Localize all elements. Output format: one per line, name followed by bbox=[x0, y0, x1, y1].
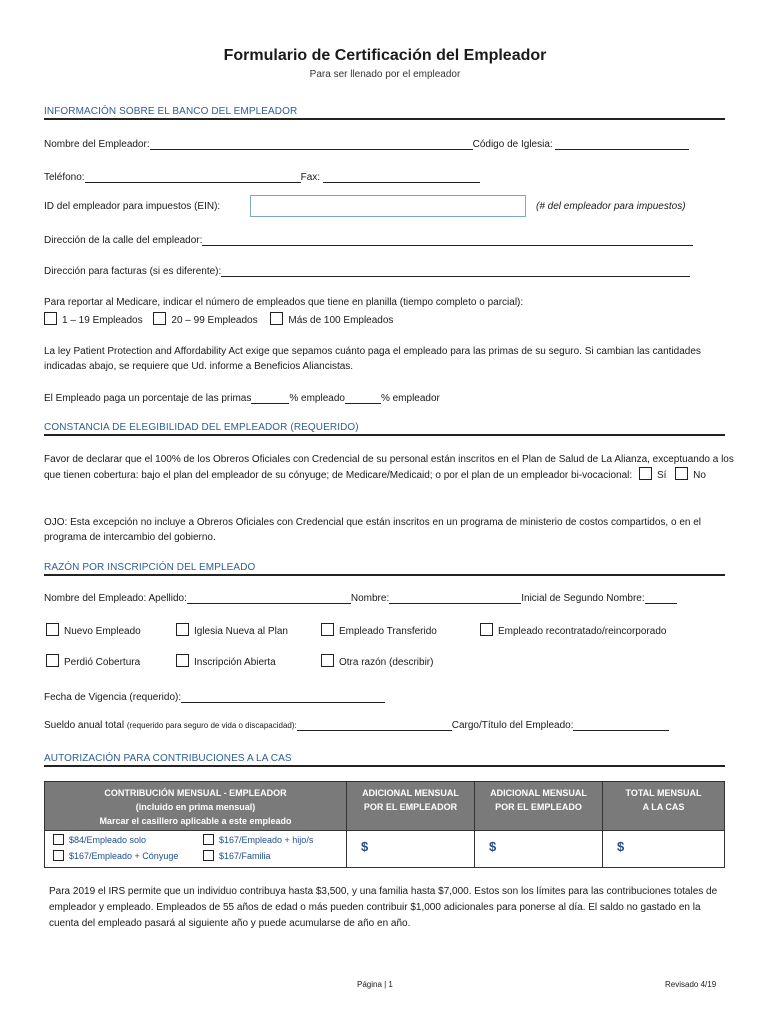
size-option-3: Más de 100 Empleados bbox=[288, 315, 394, 326]
form-subtitle: Para ser llenado por el empleador bbox=[309, 69, 461, 80]
employer-name-label: Nombre del Empleador: bbox=[44, 139, 150, 150]
options-row-1 bbox=[53, 834, 346, 850]
eligibility-no-label: No bbox=[693, 470, 706, 481]
ein-note: (# del empleador para impuestos) bbox=[536, 201, 686, 212]
size-checkbox-3[interactable] bbox=[270, 312, 283, 325]
eligibility-statement: Favor de declarar que el 100% de los Obreros Oficiales con Credencial de su personal están inscritos en el Plan de Salud de La Alianza, exceptuando a los que tienen cobertura: bajo el plan del empleador de su cónyuge; de Medicare/Medicaid; o por el plan de un empleador bi-vocacional: bbox=[44, 454, 734, 481]
total-amount[interactable]: $ bbox=[603, 831, 725, 868]
header-line: POR EL EMPLEADO bbox=[495, 802, 582, 812]
header-line: (incluido en prima mensual) bbox=[135, 802, 256, 812]
section-rule bbox=[44, 118, 725, 120]
salary-note: (requerido para seguro de vida o discapacidad): bbox=[126, 721, 297, 730]
reason-option-new-employee[interactable] bbox=[46, 623, 141, 637]
irs-limits-text: Para 2019 el IRS permite que un individuo contribuya hasta $3,500, y una familia hasta $7,000. Estos son los límites para las contribuciones totales de empleador y empleado. Empleados de 55 años de edad o más pueden contribuir $1,000 adicionales para ponerse al día. El saldo no gastado en la cuenta del empleado pasará al siguiente año y puede acumularse de año en año. bbox=[49, 886, 718, 929]
eligibility-no-checkbox[interactable] bbox=[675, 467, 688, 480]
church-code-label: Código de Iglesia: bbox=[472, 139, 553, 150]
fax-field[interactable] bbox=[323, 171, 480, 183]
option-checkbox[interactable] bbox=[53, 834, 64, 845]
revision-date: Revisado 4/19 bbox=[665, 980, 717, 989]
employee-name-row bbox=[44, 592, 677, 604]
header-line: TOTAL MENSUAL bbox=[625, 788, 702, 798]
reason-label: Iglesia Nueva al Plan bbox=[194, 626, 288, 637]
reason-option-transferred[interactable] bbox=[321, 623, 437, 637]
salary-row bbox=[44, 719, 669, 731]
reason-checkbox[interactable] bbox=[321, 654, 334, 667]
effective-date-label: Fecha de Vigencia (requerido): bbox=[44, 692, 182, 703]
position-label: Cargo/Título del Empleado: bbox=[451, 720, 574, 731]
billing-label: Dirección para facturas (si es diferente): bbox=[44, 266, 222, 277]
aca-text: La ley Patient Protection and Affordability Act exige que sepamos cuánto paga el empleado para las primas de su seguro. Si cambian las cantidades indicadas abajo, se requiere que Ud. informe a Beneficios Aliancistas. bbox=[44, 346, 701, 372]
section-rule bbox=[44, 434, 725, 436]
reason-option-new-church[interactable] bbox=[176, 623, 288, 637]
effective-date-field[interactable] bbox=[181, 691, 385, 703]
header-line: Marcar el casillero aplicable a este empleado bbox=[99, 816, 292, 826]
fax-label: Fax: bbox=[300, 172, 321, 183]
section-heading-eligibility: CONSTANCIA DE ELEGIBILIDAD DEL EMPLEADOR (REQUERIDO) bbox=[44, 422, 359, 433]
reason-checkbox[interactable] bbox=[176, 654, 189, 667]
reason-option-other[interactable] bbox=[321, 654, 433, 668]
reason-label: Empleado Transferido bbox=[339, 626, 437, 637]
options-row-2 bbox=[53, 850, 346, 861]
header-line: A LA CAS bbox=[642, 802, 685, 812]
employer-name-row bbox=[44, 138, 689, 150]
employer-percent-field[interactable] bbox=[345, 392, 381, 404]
header-line: POR EL EMPLEADOR bbox=[363, 802, 458, 812]
ein-input[interactable] bbox=[250, 195, 526, 217]
header-total bbox=[603, 782, 725, 831]
street-row bbox=[44, 234, 693, 246]
header-line: ADICIONAL MENSUAL bbox=[362, 788, 459, 798]
section-heading-reason: RAZÓN POR INSCRIPCIÓN DEL EMPLEADO bbox=[44, 562, 256, 573]
position-field[interactable] bbox=[573, 719, 669, 731]
employee-additional-amount[interactable]: $ bbox=[475, 831, 603, 868]
section-rule bbox=[44, 574, 725, 576]
billing-field[interactable] bbox=[221, 265, 690, 277]
church-code-field[interactable] bbox=[555, 138, 689, 150]
middle-initial-field[interactable] bbox=[645, 592, 677, 604]
employer-percent-label: % empleador bbox=[380, 393, 440, 404]
reason-option-lost-coverage[interactable] bbox=[46, 654, 140, 668]
option-label: $84/Empleado solo bbox=[69, 835, 147, 845]
effective-date-row bbox=[44, 691, 385, 703]
page-number: Página | 1 bbox=[357, 980, 393, 989]
phone-row bbox=[44, 171, 480, 183]
option-label: $167/Empleado + Cónyuge bbox=[69, 851, 179, 861]
premium-label: El Empleado paga un porcentaje de las primas bbox=[44, 393, 252, 404]
option-label: $167/Empleado + hijo/s bbox=[219, 835, 314, 845]
option-checkbox[interactable] bbox=[203, 850, 214, 861]
reason-checkbox[interactable] bbox=[46, 623, 59, 636]
employee-percent-field[interactable] bbox=[251, 392, 289, 404]
middle-initial-label: Inicial de Segundo Nombre: bbox=[521, 593, 645, 604]
reason-label: Empleado recontratado/reincorporado bbox=[498, 626, 667, 637]
reason-checkbox[interactable] bbox=[176, 623, 189, 636]
billing-row bbox=[44, 265, 690, 277]
header-line: CONTRIBUCIÓN MENSUAL - EMPLEADOR bbox=[104, 788, 287, 798]
size-option-1: 1 – 19 Empleados bbox=[62, 315, 143, 326]
reason-option-open-enrollment[interactable] bbox=[176, 654, 276, 668]
last-name-field[interactable] bbox=[187, 592, 351, 604]
reason-option-rehired[interactable] bbox=[480, 623, 666, 637]
reason-label: Perdió Cobertura bbox=[64, 657, 141, 668]
medicare-text: Para reportar al Medicare, indicar el número de empleados que tiene en planilla (tiempo completo o parcial): bbox=[44, 297, 524, 308]
header-employee-additional bbox=[475, 782, 603, 831]
reason-label: Otra razón (describir) bbox=[339, 657, 434, 668]
reason-checkbox[interactable] bbox=[480, 623, 493, 636]
employer-additional-amount[interactable]: $ bbox=[347, 831, 475, 868]
reason-checkbox[interactable] bbox=[46, 654, 59, 667]
header-line: ADICIONAL MENSUAL bbox=[490, 788, 587, 798]
section-heading-bank: INFORMACIÓN SOBRE EL BANCO DEL EMPLEADOR bbox=[44, 106, 298, 117]
contribution-options-cell bbox=[45, 831, 347, 868]
employee-percent-label: % empleado bbox=[289, 393, 345, 404]
phone-label: Teléfono: bbox=[44, 172, 85, 183]
employer-name-field[interactable] bbox=[150, 138, 473, 150]
size-checkbox-1[interactable] bbox=[44, 312, 57, 325]
section-rule bbox=[44, 765, 725, 767]
eligibility-yes-checkbox[interactable] bbox=[639, 467, 652, 480]
header-employer-additional bbox=[347, 782, 475, 831]
size-checkbox-2[interactable] bbox=[153, 312, 166, 325]
first-name-label: Nombre: bbox=[350, 593, 390, 604]
reason-checkbox[interactable] bbox=[321, 623, 334, 636]
salary-field[interactable] bbox=[297, 719, 452, 731]
header-employer-contribution bbox=[45, 782, 347, 831]
section-heading-authorization: AUTORIZACIÓN PARA CONTRIBUCIONES A LA CAS bbox=[44, 753, 292, 764]
street-label: Dirección de la calle del empleador: bbox=[44, 235, 203, 246]
reason-label: Inscripción Abierta bbox=[194, 657, 276, 668]
employee-count-options bbox=[44, 312, 393, 326]
eligibility-text bbox=[44, 452, 734, 483]
reason-label: Nuevo Empleado bbox=[64, 626, 141, 637]
street-field[interactable] bbox=[202, 234, 693, 246]
form-title: Formulario de Certificación del Empleador bbox=[223, 47, 547, 64]
eligibility-yes-label: Sí bbox=[656, 470, 667, 481]
size-option-2: 20 – 99 Empleados bbox=[171, 315, 258, 326]
last-name-label: Nombre del Empleado: Apellido: bbox=[44, 593, 187, 604]
eligibility-note: OJO: Esta excepción no incluye a Obreros Oficiales con Credencial que están inscritos en un programa de ministerio de costos compartidos, o en el programa de intercambio del gobierno. bbox=[44, 517, 701, 543]
ein-label: ID del empleador para impuestos (EIN): bbox=[44, 201, 221, 212]
salary-label: Sueldo anual total bbox=[44, 720, 125, 731]
option-checkbox[interactable] bbox=[53, 850, 64, 861]
option-checkbox[interactable] bbox=[203, 834, 214, 845]
first-name-field[interactable] bbox=[389, 592, 521, 604]
contribution-table bbox=[44, 781, 725, 868]
option-label: $167/Familia bbox=[219, 851, 271, 861]
phone-field[interactable] bbox=[85, 171, 301, 183]
premium-row bbox=[44, 392, 440, 404]
